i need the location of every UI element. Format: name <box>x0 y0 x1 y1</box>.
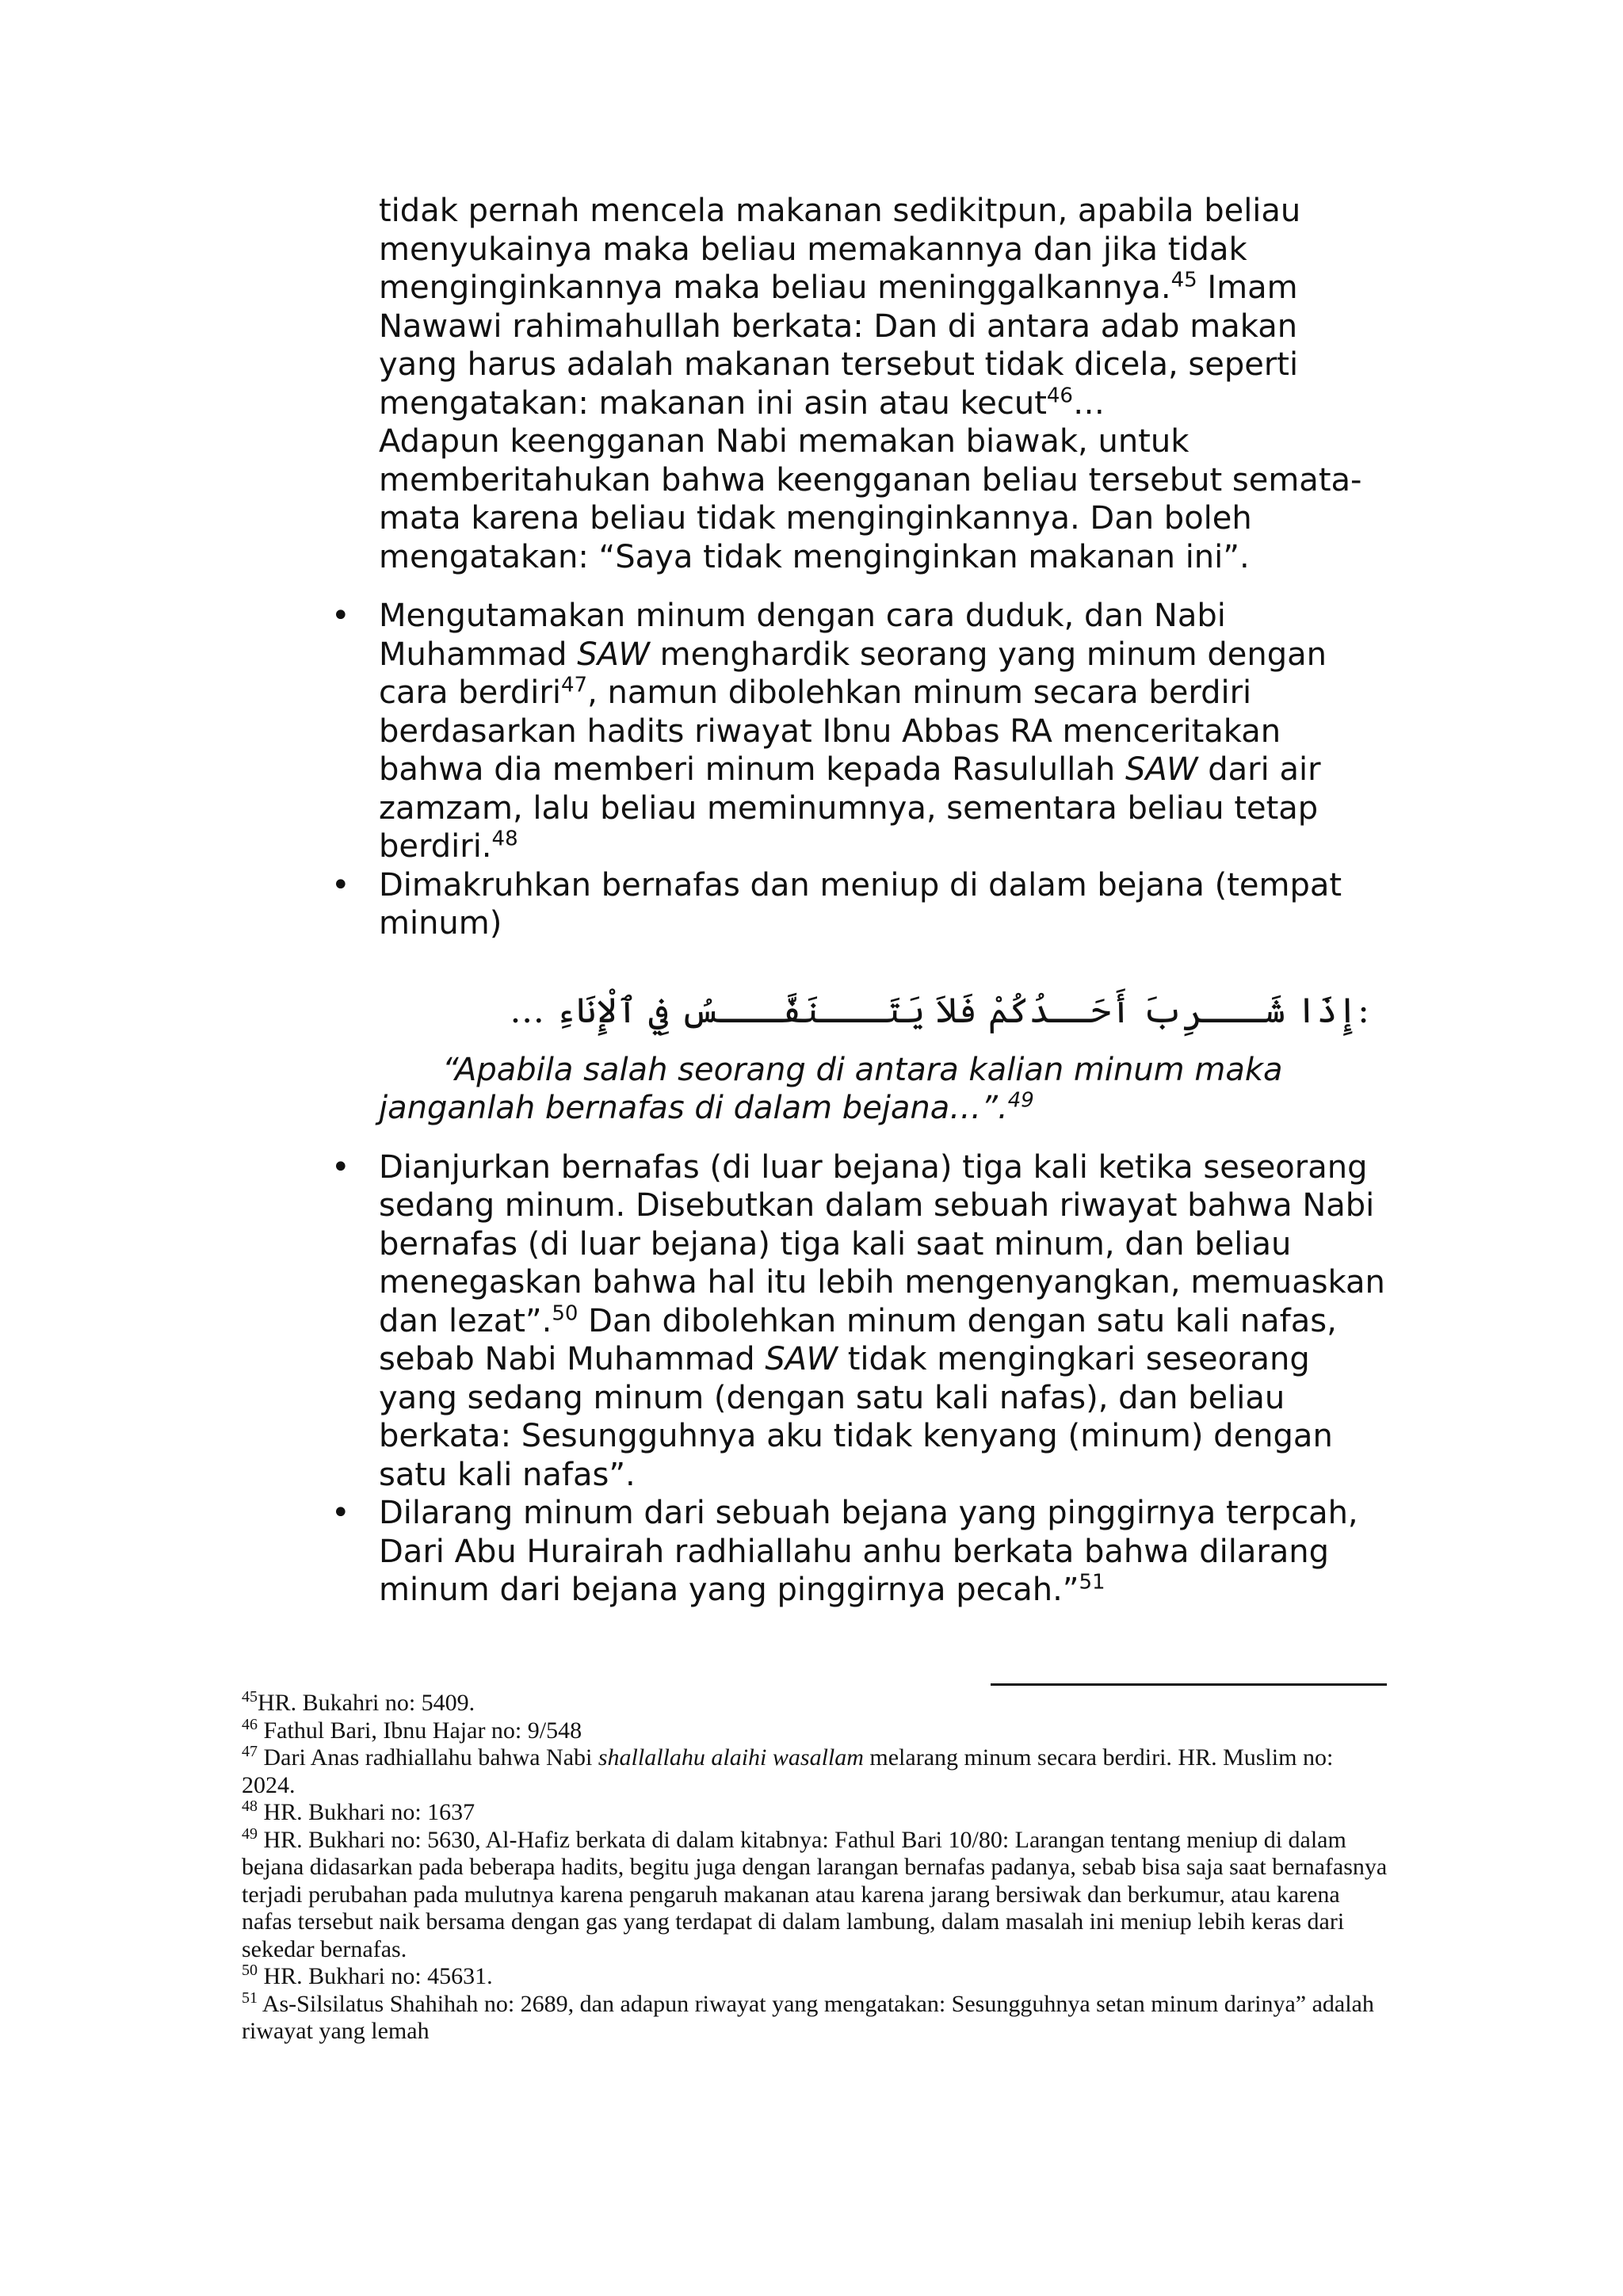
footnote-number: 50 <box>242 1962 258 1979</box>
list-item-tiga-kali <box>379 1148 1385 1495</box>
footnote-number: 48 <box>242 1797 258 1815</box>
footnote-text: melarang minum secara berdiri. HR. Muslim no: 2024. <box>242 1744 1334 1798</box>
footnotes <box>242 1690 1391 2046</box>
footnote-text: HR. Bukhari no: 5630, Al-Hafiz berkata di dalam kitabnya: Fathul Bari 10/80: Larangan tentang meniup di dalam bejana didasarkan pada beberapa hadits, begitu juga dengan larangan bernafas padanya, sebab bisa saja saat bernafasnya terjadi perubahan pada mulutnya karena pengaruh makanan atau karena jarang bersiwak dan berkumur, atau karena nafas tersebut naik bersama dengan gas yang terdapat di dalam lambung, dalam masalah ini meniup lebih keras dari sekedar bernafas. <box>242 1826 1388 1962</box>
footnote-text: HR. Bukahri no: 5409. <box>258 1690 475 1716</box>
footnote-ref-48[interactable]: 48 <box>491 827 518 851</box>
footnote-ref-47[interactable]: 47 <box>560 673 588 697</box>
footnote-47 <box>242 1744 1391 1799</box>
footnote-number: 49 <box>242 1824 258 1843</box>
footnote-ref-49[interactable]: 49 <box>1007 1088 1034 1113</box>
list-item-bejana-pecah <box>379 1494 1385 1610</box>
hadith-translation <box>379 1051 1385 1128</box>
intro-text-cont: Imam Nawawi rahimahullah berkata: Dan di antara adab makan yang harus adalah makanan tersebut tidak dicela, seperti mengatakan: makanan ini asin atau kecut <box>379 269 1299 422</box>
list-item-minum-duduk <box>379 597 1385 866</box>
intro-paragraph <box>379 192 1385 422</box>
footnote-text: Dari Anas radhiallahu bahwa Nabi <box>258 1744 598 1771</box>
footnote-50 <box>242 1963 1391 1991</box>
footnote-number: 47 <box>242 1743 258 1760</box>
saw-abbrev: SAW <box>577 636 650 673</box>
footnote-51 <box>242 1988 1391 2046</box>
item-text: tidak mengingkari seseorang yang sedang minum (dengan satu kali nafas), dan beliau berkata: Sesungguhnya aku tidak kenyang (minum) dengan satu kali nafas”. <box>379 1341 1333 1493</box>
footnote-number: 46 <box>242 1715 258 1733</box>
footnote-number: 51 <box>242 1988 258 2007</box>
item-text: Dan dibolehkan minum dengan satu kali nafas, sebab Nabi Muhammad <box>379 1302 1337 1377</box>
footnote-text: HR. Bukhari no: 45631. <box>258 1963 493 1989</box>
footnote-separator <box>991 1683 1387 1686</box>
item-text: Dilarang minum dari sebuah bejana yang pinggirnya terpcah, Dari Abu Hurairah radhiallahu anhu berkata bahwa dilarang minum dari bejana yang pinggirnya pecah.” <box>379 1495 1358 1608</box>
adab-list-2 <box>379 1148 1385 1610</box>
footnote-46 <box>242 1717 1391 1745</box>
footnote-text: Fathul Bari, Ibnu Hajar no: 9/548 <box>258 1717 582 1744</box>
footnote-number: 45 <box>242 1688 258 1706</box>
footnote-45 <box>242 1690 1391 1717</box>
item-text: Mengutamakan minum dengan cara duduk, dan Nabi Muhammad <box>379 598 1226 673</box>
footnote-italic: shallallahu alaihi wasallam <box>598 1744 864 1771</box>
footnote-ref-45[interactable]: 45 <box>1170 268 1197 292</box>
ellipsis: … <box>1072 384 1105 422</box>
list-item-makruh-bernafas: • Dimakruhkan bernafas dan meniup di dalam bejana (tempat minum) <box>379 866 1385 943</box>
biawak-paragraph: Adapun keengganan Nabi memakan biawak, untuk memberitahukan bahwa keengganan beliau tersebut semata-mata karena beliau tidak menginginkannya. Dan boleh mengatakan: “Saya tidak menginginkan makanan ini”. <box>379 423 1362 575</box>
item-text: menghardik seorang yang minum dengan cara berdiri <box>379 636 1327 711</box>
footnote-ref-50[interactable]: 50 <box>552 1301 579 1326</box>
item-text: , namun dibolehkan minum secara berdiri berdasarkan hadits riwayat Ibnu Abbas RA menceritakan bahwa dia memberi minum kepada Rasulullah <box>379 674 1281 788</box>
item-text: dari air zamzam, lalu beliau meminumnya, sementara beliau tetap berdiri. <box>379 751 1321 865</box>
saw-abbrev: SAW <box>765 1341 838 1377</box>
arabic-hadith: :إِذَا شَـــرِبَ أَحَــدُكُمْ فَلاَ يَتَـــنَفَّـــسُ فِي ٱلْإِنَاءِ … <box>510 990 1369 1031</box>
footnote-ref-51[interactable]: 51 <box>1079 1570 1106 1595</box>
footnote-48 <box>242 1799 1391 1827</box>
footnote-ref-46[interactable]: 46 <box>1046 384 1073 408</box>
footnote-49 <box>242 1824 1391 1964</box>
footnote-text: HR. Bukhari no: 1637 <box>258 1799 475 1825</box>
intro-text: tidak pernah mencela makanan sedikitpun, apabila beliau menyukainya maka beliau memakannya dan jika tidak menginginkannya maka beliau meninggalkannya. <box>379 193 1301 306</box>
translation-text: “Apabila salah seorang di antara kalian minum maka janganlah bernafas di dalam bejana…”. <box>379 1051 1283 1126</box>
main-text <box>379 192 1385 1610</box>
saw-abbrev: SAW <box>1125 751 1198 788</box>
item-text: Dianjurkan bernafas (di luar bejana) tiga kali ketika seseorang sedang minum. Disebutkan dalam sebuah riwayat bahwa Nabi bernafas (di luar bejana) tiga kali saat minum, dan beliau menegaskan bahwa hal itu lebih mengenyangkan, memuaskan dan lezat”. <box>379 1148 1385 1339</box>
adab-list <box>379 597 1385 943</box>
footnote-text: As-Silsilatus Shahihah no: 2689, dan adapun riwayat yang mengatakan: Sesungguhnya setan minum darinya” adalah riwayat yang lemah <box>242 1990 1374 2044</box>
